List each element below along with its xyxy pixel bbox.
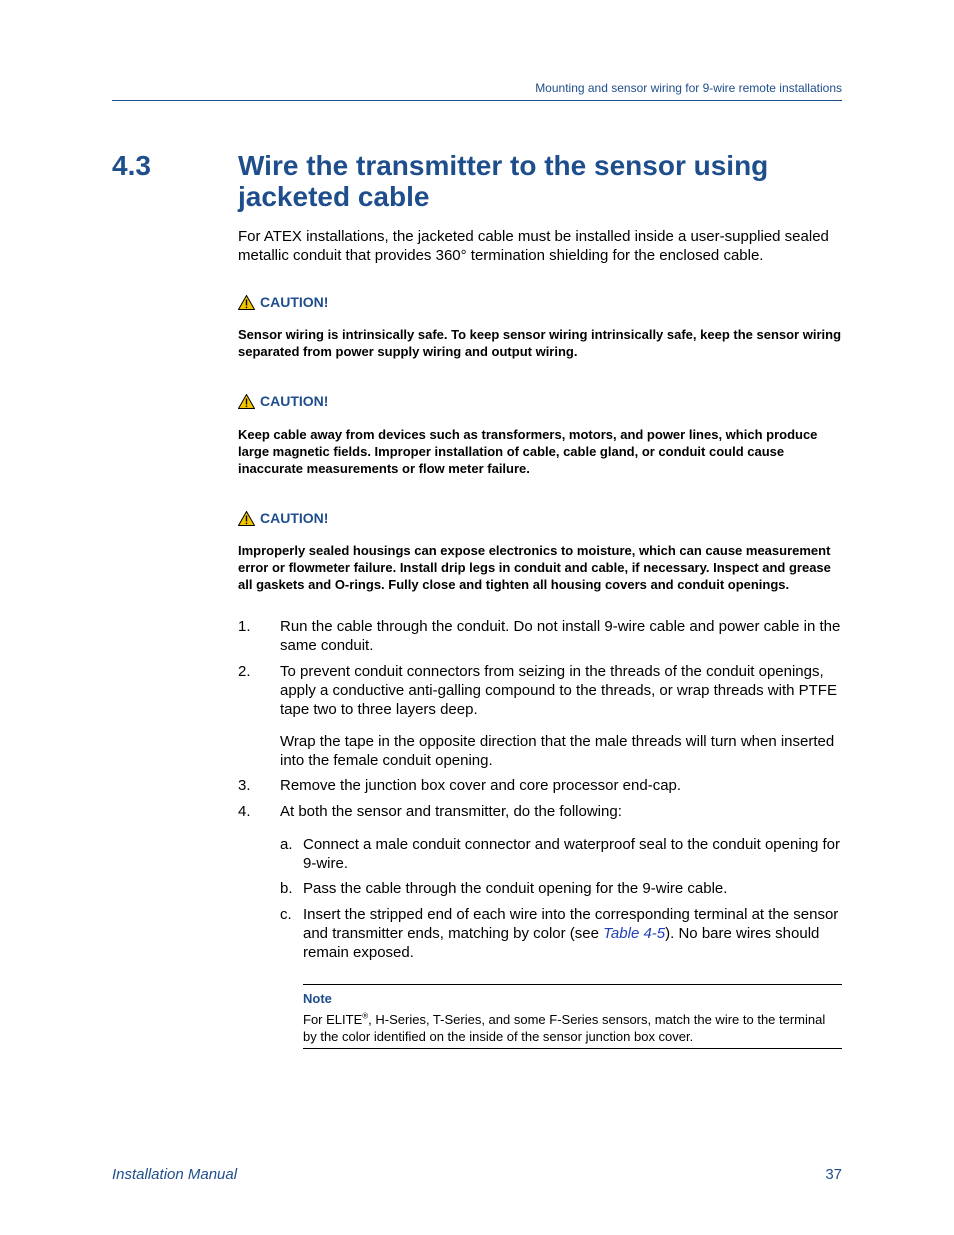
note-text-after: , H-Series, T-Series, and some F-Series sensors, match the wire to the terminal by the color identified on the inside of the sensor junction box cover. <box>303 1012 826 1044</box>
caution-label: CAUTION! <box>260 510 329 526</box>
substep-text: Pass the cable through the conduit opening for the 9-wire cable. <box>303 880 728 897</box>
note-text-before: For ELITE <box>303 1012 363 1027</box>
running-header: Mounting and sensor wiring for 9-wire remote installations <box>535 81 842 95</box>
section-title: Wire the transmitter to the sensor using jacketed cable <box>238 150 769 212</box>
intro-paragraph: For ATEX installations, the jacketed cable must be installed inside a user-supplied sealed metallic conduit that provides 360° termination shielding for the enclosed cable. <box>238 228 829 264</box>
substep-letter: a. <box>280 836 293 853</box>
substep-letter: c. <box>280 906 292 923</box>
note-text <box>303 1011 838 1045</box>
registered-mark: ® <box>362 1011 369 1021</box>
caution-heading <box>238 510 328 526</box>
substep-text-before: Insert the stripped end of each wire into the corresponding terminal at the sensor and transmitter ends, matching by color (see <box>303 906 839 942</box>
warning-icon <box>238 511 255 526</box>
step-text: Run the cable through the conduit. Do not install 9-wire cable and power cable in the same conduit. <box>280 618 841 654</box>
step-text: To prevent conduit connectors from seizing in the threads of the conduit openings, apply a conductive anti-galling compound to the threads, or wrap threads with PTFE tape two to three layers deep. <box>280 663 837 718</box>
caution-text: Keep cable away from devices such as transformers, motors, and power lines, which produce large magnetic fields. Improper installation of cable, cable gland, or conduit could cause inaccurate measurements or flow meter failure. <box>238 427 818 476</box>
step-number: 1. <box>238 618 251 635</box>
caution-label: CAUTION! <box>260 393 329 409</box>
page-number: 37 <box>825 1166 842 1183</box>
substep-text <box>303 905 840 962</box>
caution-heading <box>238 393 328 409</box>
step-text: At both the sensor and transmitter, do the following: <box>280 803 622 820</box>
caution-label: CAUTION! <box>260 294 329 310</box>
step-text: Remove the junction box cover and core processor end-cap. <box>280 777 682 794</box>
step-number: 2. <box>238 663 251 680</box>
warning-icon <box>238 295 255 310</box>
note-box <box>303 984 842 1049</box>
header-rule <box>112 100 842 101</box>
section-number: 4.3 <box>112 150 151 181</box>
note-title: Note <box>303 991 332 1006</box>
caution-text: Improperly sealed housings can expose electronics to moisture, which can cause measurement error or flowmeter failure. Install drip legs in conduit and cable, if necessary. Inspect and grease all gaskets and O-rings. Fully close and tighten all housing covers and conduit openings. <box>238 543 831 592</box>
warning-icon <box>238 394 255 409</box>
step-number: 3. <box>238 777 251 794</box>
caution-text: Sensor wiring is intrinsically safe. To keep sensor wiring intrinsically safe, keep the sensor wiring separated from power supply wiring and output wiring. <box>238 327 842 359</box>
substep-text-after: ). No bare wires should remain exposed. <box>303 925 820 961</box>
caution-heading <box>238 294 328 310</box>
table-4-5-link[interactable]: Table 4-5 <box>603 925 666 942</box>
step-extra-text: Wrap the tape in the opposite direction that the male threads will turn when inserted into the female conduit opening. <box>280 733 835 769</box>
step-number: 4. <box>238 803 251 820</box>
footer-document-title: Installation Manual <box>112 1166 238 1183</box>
substep-text: Connect a male conduit connector and waterproof seal to the conduit opening for 9-wire. <box>303 836 841 872</box>
substep-letter: b. <box>280 880 293 897</box>
